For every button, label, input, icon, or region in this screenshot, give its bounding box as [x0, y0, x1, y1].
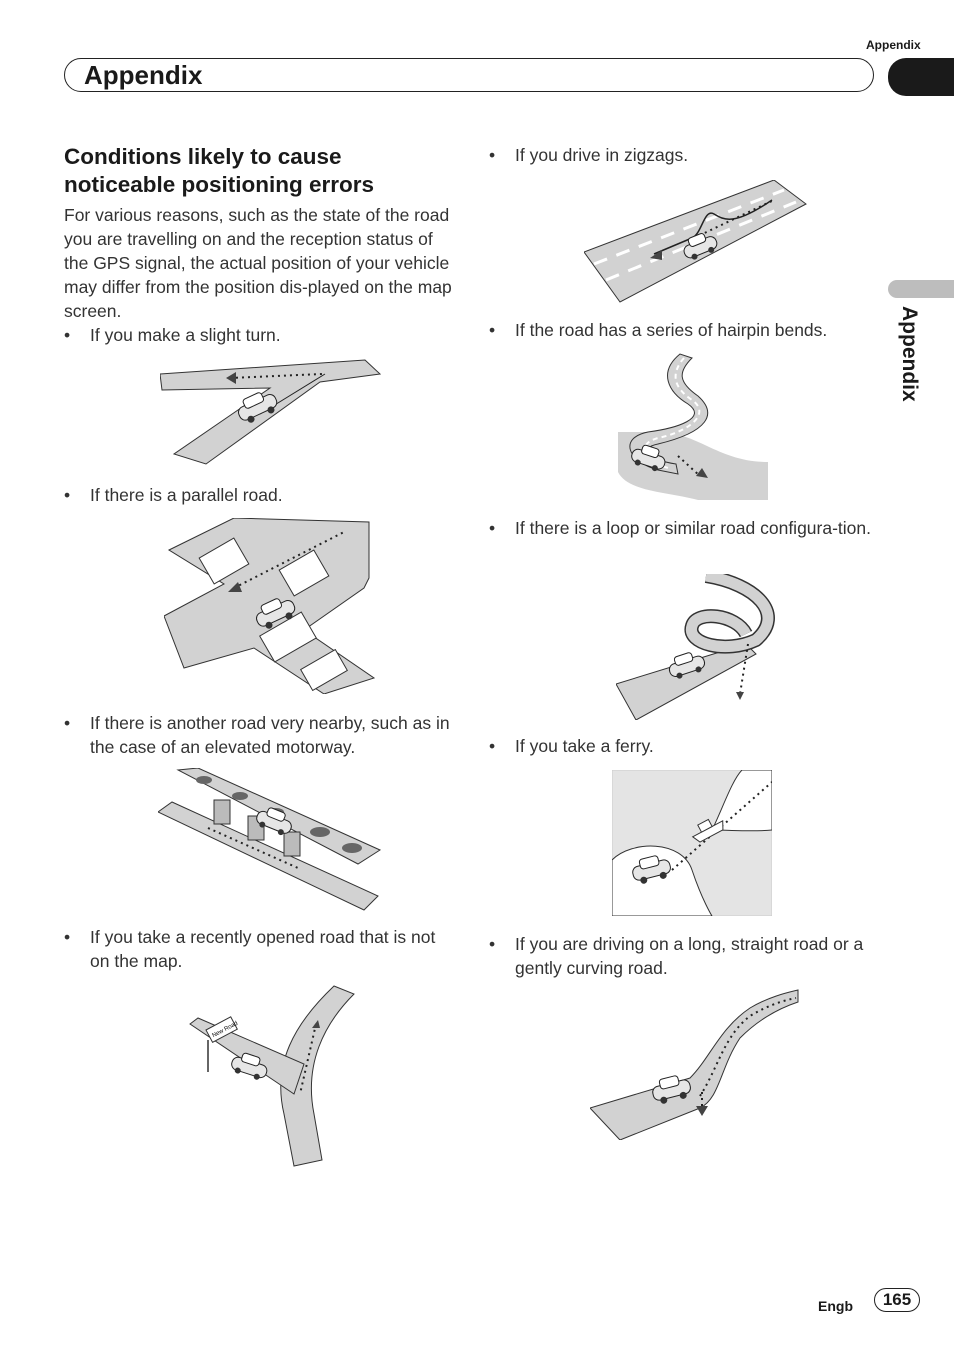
bullet-dot: •	[489, 145, 496, 165]
bullet-new-road	[64, 925, 454, 973]
figure-zigzag	[584, 180, 808, 304]
figure-parallel-road	[164, 518, 376, 694]
bullet-text: If you are driving on a long, straight road or a gently curving road.	[515, 934, 864, 978]
bullet-zigzag	[489, 143, 879, 167]
bullet-text: If you make a slight turn.	[90, 325, 281, 345]
bullet-text: If there is a parallel road.	[90, 485, 283, 505]
running-header-label: Appendix	[866, 38, 921, 52]
bullet-text: If you drive in zigzags.	[515, 145, 689, 165]
figure-slight-turn	[160, 356, 382, 468]
bullet-dot: •	[64, 927, 71, 947]
bullet-slight-turn	[64, 323, 454, 347]
bullet-text: If the road has a series of hairpin bends.	[515, 320, 828, 340]
bullet-text: If there is a loop or similar road configura-tion.	[515, 518, 871, 538]
figure-ferry	[612, 770, 772, 916]
side-tab-label: Appendix	[898, 306, 921, 402]
page-number: 165	[874, 1288, 920, 1312]
intro-paragraph: For various reasons, such as the state of the road you are travelling on and the reception status of the GPS signal, the actual position of your vehicle may differ from the position dis-played on the map screen.	[64, 205, 452, 321]
bullet-hairpin	[489, 318, 879, 342]
new-road-sign-text: New Road	[211, 1020, 240, 1040]
figure-long-road	[590, 988, 800, 1140]
side-tab-marker	[888, 280, 954, 298]
section-title: Conditions likely to cause noticeable positioning errors	[64, 144, 375, 197]
bullet-dot: •	[64, 325, 71, 345]
header-tab-marker	[888, 58, 954, 96]
bullet-dot: •	[489, 518, 496, 538]
section-header-title: Appendix	[84, 60, 203, 90]
bullet-dot: •	[64, 485, 71, 505]
bullet-dot: •	[489, 934, 496, 954]
bullet-loop	[489, 516, 879, 540]
figure-elevated-motorway	[158, 768, 382, 912]
bullet-dot: •	[64, 713, 71, 733]
bullet-text: If there is another road very nearby, such as in the case of an elevated motorway.	[90, 713, 450, 757]
bullet-ferry	[489, 734, 879, 758]
bullet-text: If you take a recently opened road that is not on the map.	[90, 927, 436, 971]
figure-loop	[616, 574, 776, 720]
bullet-dot: •	[489, 320, 496, 340]
footer-language-code: Engb	[818, 1298, 853, 1314]
bullet-long-road	[489, 932, 889, 980]
bullet-dot: •	[489, 736, 496, 756]
bullet-nearby-road	[64, 711, 454, 759]
bullet-text: If you take a ferry.	[515, 736, 654, 756]
bullet-parallel-road	[64, 483, 454, 507]
figure-new-road	[184, 984, 356, 1168]
figure-hairpin	[618, 352, 770, 502]
